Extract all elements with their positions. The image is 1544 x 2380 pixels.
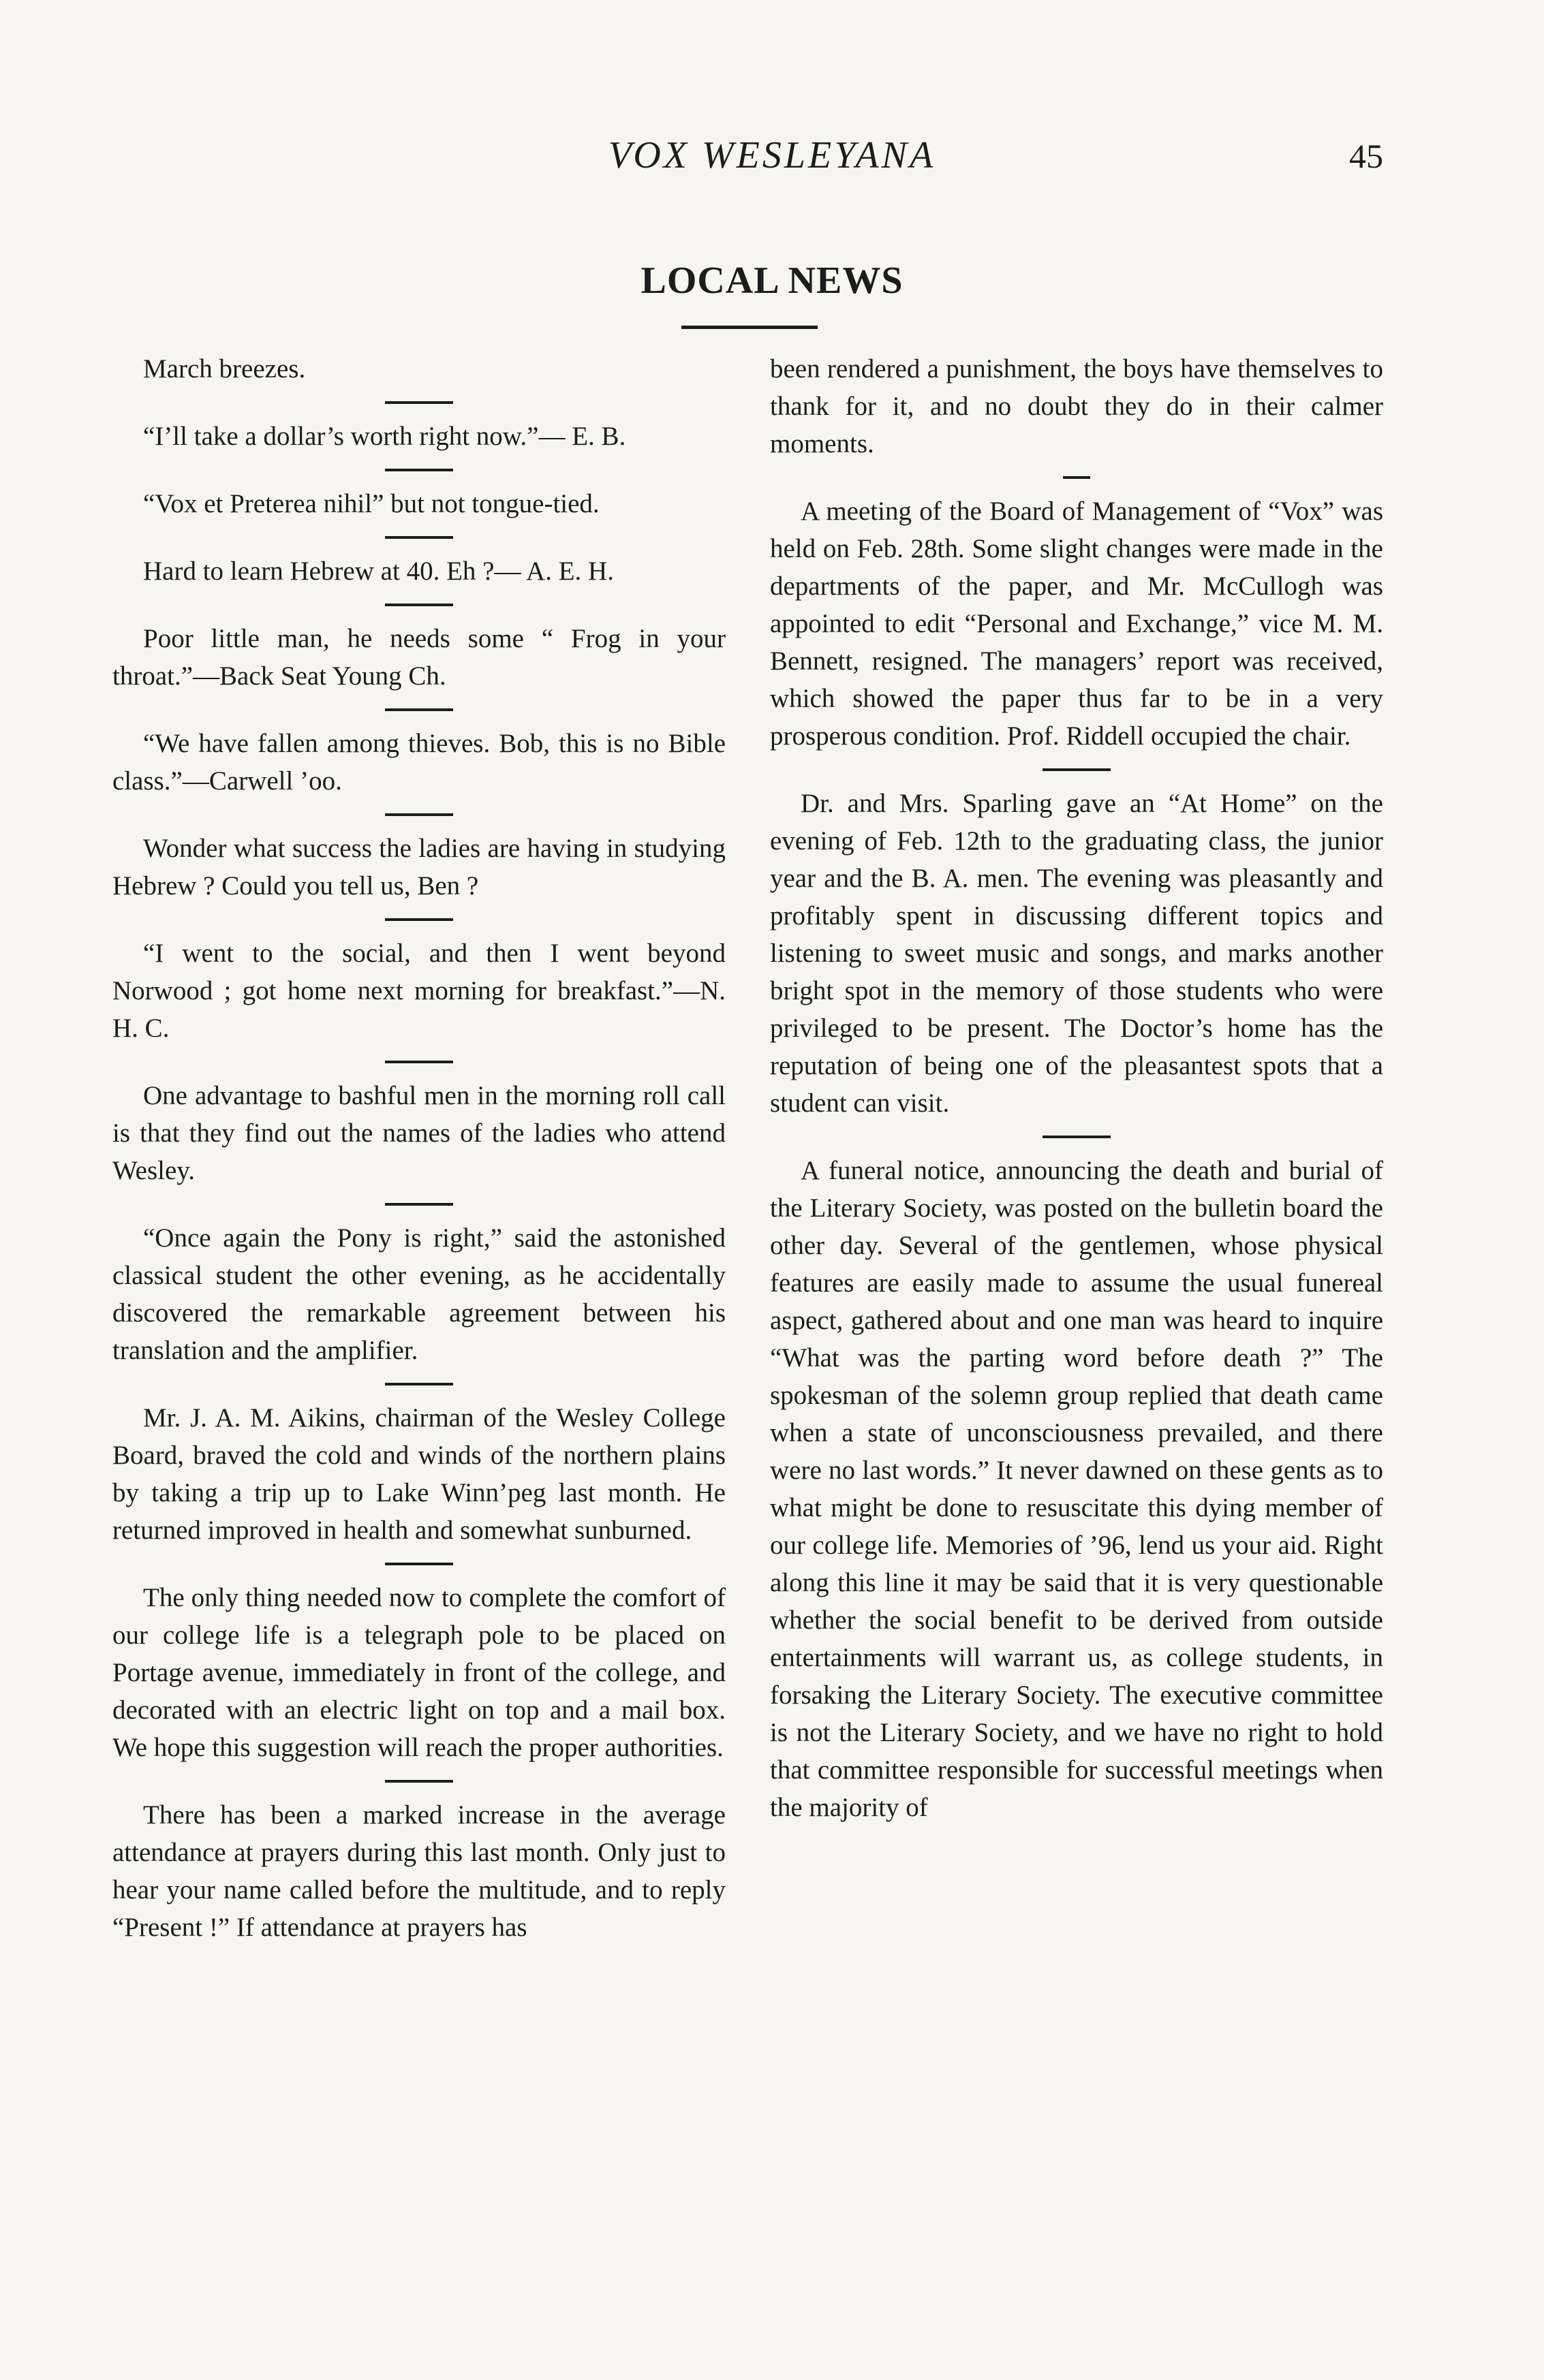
item-separator xyxy=(1043,768,1111,771)
left-column xyxy=(112,350,726,1946)
item-separator xyxy=(385,1061,453,1063)
section-title: LOCAL NEWS xyxy=(640,260,904,302)
news-item: March breezes. xyxy=(143,354,306,383)
news-item: One advantage to bashful men in the morning roll call is that they find out the names of the ladies who attend Wesley. xyxy=(112,1081,726,1185)
page-number: 45 xyxy=(1349,137,1383,175)
news-item: Dr. and Mrs. Sparling gave an “At Home” on the evening of Feb. 12th to the graduating class, the junior year and the B. A. men. The evening was pleasantly and profitably spent in discussing different topics and listening to sweet music and songs, and marks another bright spot in the memory of those students who were privileged to be present. The Doctor’s home has the reputation of being one of the pleasantest spots that a student can visit. xyxy=(770,789,1383,1118)
news-item: “I went to the social, and then I went beyond Norwood ; got home next morning for breakfast.”—N. H. C. xyxy=(112,939,726,1043)
news-item: “I’ll take a dollar’s worth right now.”— E. B. xyxy=(143,422,626,451)
news-item: “Vox et Preterea nihil” but not tongue-tied. xyxy=(143,489,600,518)
news-item: A funeral notice, announcing the death and burial of the Literary Society, was posted on the bulletin board the other day. Several of the gentlemen, whose physical features are easily made to assume the usual funereal aspect, gathered about and one man was heard to inquire “What was the parting word before death ?” The spokesman of the solemn group replied that death came when a state of unconsciousness prevailed, and there were no last words.” It never dawned on these gents as to what might be done to resuscitate this dying member of our college life. Memories of ’96, lend us your aid. Right along this line it may be said that it is very questionable whether the social benefit to be derived from outside entertainments will warrant us, as college students, in forsaking the Literary Society. The executive committee is not the Literary Society, and we have no right to hold that committee responsible for successful meetings when the majority of xyxy=(770,1156,1383,1822)
running-title: VOX WESLEYANA xyxy=(608,134,936,176)
item-separator xyxy=(385,1563,453,1565)
item-separator xyxy=(385,708,453,711)
item-separator xyxy=(385,1780,453,1783)
news-item: Wonder what success the ladies are having in studying Hebrew ? Could you tell us, Ben ? xyxy=(112,834,726,901)
item-separator xyxy=(1043,1136,1111,1138)
item-separator xyxy=(385,1383,453,1385)
item-separator xyxy=(385,536,453,539)
title-rule xyxy=(681,326,818,329)
news-item: been rendered a punishment, the boys have themselves to thank for it, and no doubt they do in their calmer moments. xyxy=(770,354,1383,458)
item-separator xyxy=(385,1203,453,1206)
news-item: Hard to learn Hebrew at 40. Eh ?— A. E. H. xyxy=(143,557,614,586)
item-separator xyxy=(385,918,453,921)
news-item: “Once again the Pony is right,” said the astonished classical student the other evening, as he accidentally discovered the remarkable agreement between his translation and the amplifier. xyxy=(112,1223,726,1365)
item-separator xyxy=(385,401,453,404)
news-item: “We have fallen among thieves. Bob, this is no Bible class.”—Carwell ’oo. xyxy=(112,729,726,796)
item-separator xyxy=(385,604,453,606)
news-item: A meeting of the Board of Management of “Vox” was held on Feb. 28th. Some slight changes were made in the departments of the paper, and Mr. McCullogh was appointed to edit “Personal and Exchange,” vice M. M. Bennett, resigned. The managers’ report was received, which showed the paper thus far to be in a very prosperous condition. Prof. Riddell occupied the chair. xyxy=(770,497,1383,751)
item-separator xyxy=(1063,476,1090,479)
news-item: There has been a marked increase in the average attendance at prayers during this last month. Only just to hear your name called before the multitude, and to reply “Present !” If attendance at prayers has xyxy=(112,1800,726,1942)
item-separator xyxy=(385,813,453,816)
news-item: Mr. J. A. M. Aikins, chairman of the Wesley College Board, braved the cold and winds of the northern plains by taking a trip up to Lake Winn’peg last month. He returned improved in health and somewhat sunburned. xyxy=(112,1403,726,1545)
news-item: Poor little man, he needs some “ Frog in your throat.”—Back Seat Young Ch. xyxy=(112,624,726,691)
news-item: The only thing needed now to complete the comfort of our college life is a telegraph pole to be placed on Portage avenue, immediately in front of the college, and decorated with an electric light on top and a mail box. We hope this suggestion will reach the proper authorities. xyxy=(112,1583,726,1762)
right-column xyxy=(770,350,1383,1826)
item-separator xyxy=(385,469,453,471)
